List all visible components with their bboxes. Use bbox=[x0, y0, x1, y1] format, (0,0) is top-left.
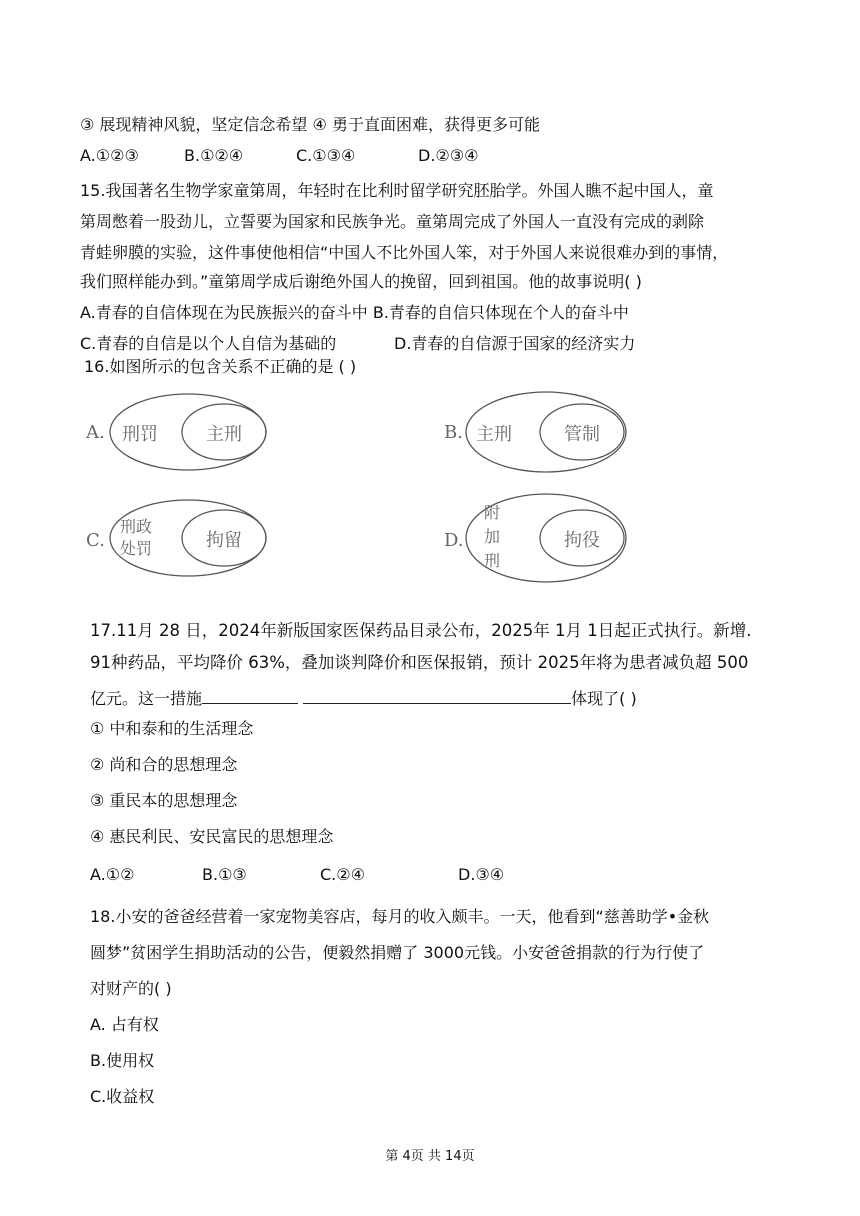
q18-option-b: B.使用权 bbox=[90, 1051, 155, 1070]
diagram-b-inner-label: 管制 bbox=[564, 424, 600, 445]
diagram-a-outer-label: 刑罚 bbox=[122, 424, 158, 445]
q14-option-b: B.①②④ bbox=[184, 146, 244, 165]
diagram-b bbox=[444, 392, 626, 472]
q17-options bbox=[90, 864, 504, 886]
q14-items-line: ③ 展现精神风貌，坚定信念希望 ④ 勇于直面困难，获得更多可能 bbox=[80, 115, 540, 134]
diagram-d-letter: D. bbox=[444, 530, 464, 551]
q15-stem-line-1: 15.我国著名生物学家童第周，年轻时在比利时留学研究胚胎学。外国人瞧不起中国人，童 bbox=[80, 181, 714, 200]
page-footer: 第 4页 共 14页 bbox=[385, 1149, 475, 1164]
diagram-c-outer-label-2: 处罚 bbox=[120, 539, 153, 558]
diagram-c-letter: C. bbox=[86, 530, 105, 551]
q15-stem-line-2: 第周憋着一股劲儿，立誓要为国家和民族争光。童第周完成了外国人一直没有完成的剥除 bbox=[80, 212, 705, 231]
q18-stem-line-1: 18.小安的爸爸经营着一家宠物美容店，每月的收入颇丰。一天，他看到“慈善助学•金秋 bbox=[90, 907, 710, 926]
q17-option-d: D.③④ bbox=[458, 865, 505, 884]
diagram-d-outer-label-1: 附 bbox=[484, 503, 501, 522]
q18-option-c: C.收益权 bbox=[90, 1087, 155, 1106]
diagram-c bbox=[86, 500, 266, 576]
q17-blank-1 bbox=[202, 687, 298, 704]
q14-options bbox=[80, 145, 478, 167]
q17-stem-line-3 bbox=[90, 687, 637, 710]
q15-option-c: C.青春的自信是以个人自信为基础的 bbox=[80, 334, 337, 353]
q17-option-a: A.①② bbox=[90, 865, 135, 884]
q17-option-b: B.①③ bbox=[202, 865, 247, 884]
diagram-c-outer-label-1: 刑政 bbox=[120, 517, 153, 536]
q17-stem-line-3-pre: 亿元。这一措施 bbox=[90, 689, 203, 708]
q17-item-4: ④ 惠民利民、安民富民的思想理念 bbox=[90, 827, 334, 846]
q17-stem-line-3-post: 体现了( ) bbox=[571, 689, 637, 708]
diagram-b-letter: B. bbox=[444, 422, 463, 443]
q17-item-3: ③ 重民本的思想理念 bbox=[90, 791, 238, 810]
q17-option-c: C.②④ bbox=[320, 865, 365, 884]
diagram-c-inner-label: 拘留 bbox=[206, 530, 242, 551]
diagram-d-outer-label-2: 加 bbox=[484, 527, 501, 546]
q15-option-a: A.青春的自信体现在为民族振兴的奋斗中 bbox=[80, 303, 368, 322]
q14-option-d: D.②③④ bbox=[418, 146, 479, 165]
q18-stem-line-2: 圆梦”贫困学生捐助活动的公告，便毅然捐赠了 3000元钱。小安爸爸捐款的行为行使了 bbox=[90, 943, 705, 962]
diagram-a-inner-label: 主刑 bbox=[206, 424, 242, 445]
q17-stem-line-2: 91种药品，平均降价 63%，叠加谈判降价和医保报销，预计 2025年将为患者减负超 500 bbox=[90, 653, 749, 672]
q17-blank-2 bbox=[303, 687, 571, 704]
q16-stem: 16.如图所示的包含关系不正确的是 ( ) bbox=[84, 357, 357, 376]
q17-item-2: ② 尚和合的思想理念 bbox=[90, 755, 238, 774]
q15-options-row-1 bbox=[80, 302, 629, 324]
q14-option-a: A.①②③ bbox=[80, 146, 139, 165]
diagram-d-inner-label: 拘役 bbox=[564, 530, 600, 551]
q17-stem-line-1: 17.11月 28 日，2024年新版国家医保药品目录公布，2025年 1月 1日起正式执行。新增. bbox=[90, 621, 752, 640]
q15-stem-line-4: 我们照样能办到。”童第周学成后谢绝外国人的挽留，回到祖国。他的故事说明( ) bbox=[80, 272, 642, 291]
q15-option-d: D.青春的自信源于国家的经济实力 bbox=[394, 334, 636, 353]
q15-options-row-2 bbox=[80, 333, 635, 355]
q14-option-c: C.①③④ bbox=[296, 146, 356, 165]
diagram-a-letter: A. bbox=[86, 422, 105, 443]
diagram-a bbox=[85, 394, 266, 470]
q15-option-b: B.青春的自信只体现在个人的奋斗中 bbox=[372, 303, 629, 322]
q17-item-1: ① 中和泰和的生活理念 bbox=[90, 719, 254, 738]
diagram-b-outer-label: 主刑 bbox=[476, 424, 512, 445]
q18-stem-line-3: 对财产的( ) bbox=[90, 979, 172, 998]
diagram-d bbox=[444, 494, 626, 582]
q15-stem-line-3: 青蛙卵膜的实验，这件事使他相信“中国人不比外国人笨，对于外国人来说很难办到的事情， bbox=[80, 243, 729, 262]
diagram-d-outer-label-3: 刑 bbox=[484, 551, 501, 570]
q18-option-a: A. 占有权 bbox=[90, 1015, 159, 1034]
diagram-c-outer-ellipse bbox=[110, 500, 266, 576]
q16-diagram bbox=[80, 380, 640, 590]
